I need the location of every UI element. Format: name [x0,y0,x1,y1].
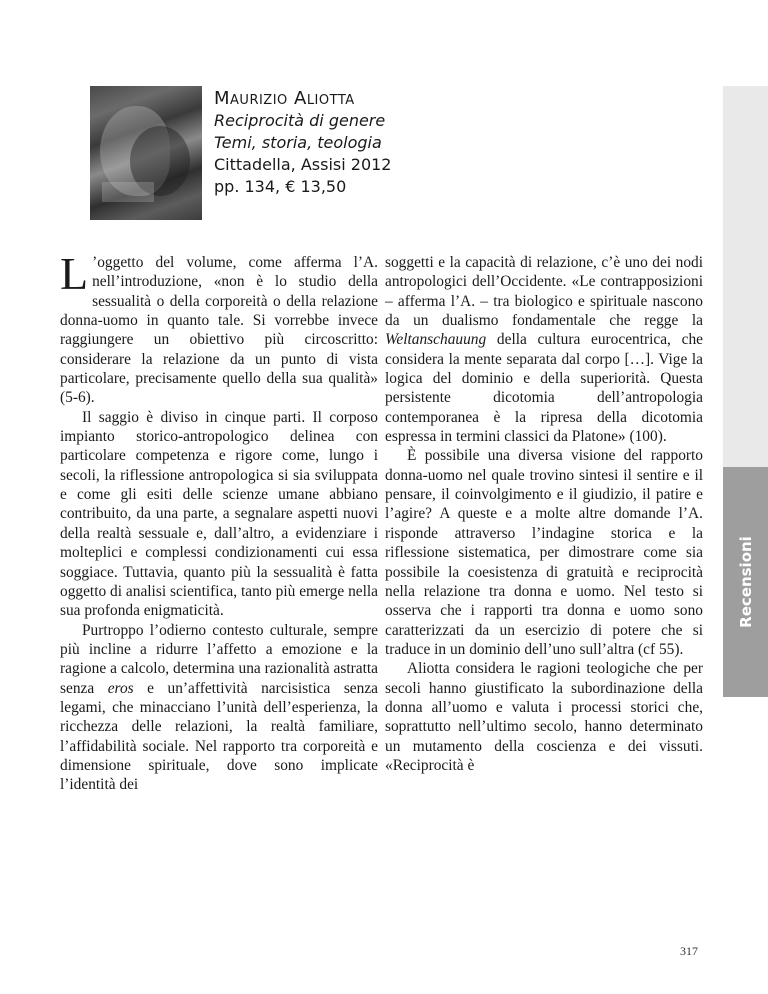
book-metadata [214,88,391,198]
book-cover-image [90,86,202,220]
paragraph: Aliotta considera le ragioni teologiche che per secoli hanno giustificato la subordinazione della donna all’uomo e valuta i processi storici che, soprattutto nell’ultimo secolo, hanno determinato un mutamento della coscienza e dei vissuti. «Reciprocità è [385,660,703,774]
paragraph-text: Purtroppo l’odierno contesto culturale, sempre più incline a ridurre l’affetto a emozione e la ragione a calcolo, determina una razionalità astratta senza [60,621,378,697]
drop-cap: L [60,248,89,299]
left-column [60,248,378,795]
book-author: Maurizio Aliotta [214,88,355,109]
page-number: 317 [680,944,698,958]
paragraph [60,248,378,408]
paragraph [385,253,703,446]
book-subtitle: Temi, storia, teologia [214,133,382,152]
paragraph-text: ’oggetto del volume, come afferma l’A. nell’introduzione, «non è lo studio della sessualità o della corporeità o della relazione donna-uomo in quanto tale. Si vorrebbe invece raggiungere un obiettivo più circoscritto: considerare la relazione da un punto di vista particolare, precisamente quello della sua qualità» (5-6). [60,254,378,407]
emphasis-text: eros [107,679,134,697]
paragraph-text: soggetti e la capacità di relazione, c’è uno dei nodi antropologici dell’Occidente. «Le contrapposizioni – afferma l’A. – tra biologico e spirituale nascono da un dualismo fondamentale che regge la [385,254,703,330]
cover-shape [102,182,154,202]
paragraph-text: della cultura eurocentrica, che considera la mente separata dal corpo […]. Vige la logica del dominio e della superiorità. Questa persistente dicotomia dell’antropologia contemporanea è la ripresa della dicotomia espressa in termini classici da Platone» (100). [385,331,703,446]
section-tab-text: Recensioni [736,536,755,628]
book-details: pp. 134, € 13,50 [214,177,347,196]
paragraph: È possibile una diversa visione del rapporto donna-uomo nel quale trovino sintesi il sentire e il pensare, il coinvolgimento e il giudizio, il patire e l’agire? A queste e a molte altre domande l’A. risponde attraverso l’indagine storica e la riflessione sistematica, per dimostrare come sia possibile la coesistenza di gratuità e reciprocità nella relazione tra donna e uomo. Nel testo si osserva che i rapporti tra donna e uomo sono caratterizzati da un esercizio di potere che si traduce in un dominio dell’uno sull’altra (cf 55). [385,447,703,658]
paragraph [60,621,378,795]
emphasis-text: Weltanschauung [385,331,487,349]
section-tab-label [723,467,768,697]
book-publisher: Cittadella, Assisi 2012 [214,155,392,174]
paragraph: Il saggio è diviso in cinque parti. Il corposo impianto storico-antropologico delinea con particolare competenza e rigore come, lungo i secoli, la riflessione antropologica si sia sviluppata e come gli esiti delle scienze umane abbiano contribuito, da una parte, a segnalare aspetti nuovi della realtà sessuale e, dall’altro, a evidenziare i molteplici e complessi condizionamenti cui essa soggiace. Tuttavia, quanto più la sessualità è fatta oggetto di analisi scientifica, tanto più emerge nella sua profonda enigmaticità. [60,408,378,620]
book-title: Reciprocità di genere [214,111,386,130]
paragraph-text: e un’affettività narcisistica senza legami, che minacciano l’unità dell’esperienza, la ricchezza delle relazioni, la realtà familiare, l’affidabilità sociale. Nel rapporto tra corporeità e dimensione spirituale, dove sono implicate l’identità dei [60,679,378,794]
right-column [385,253,703,775]
